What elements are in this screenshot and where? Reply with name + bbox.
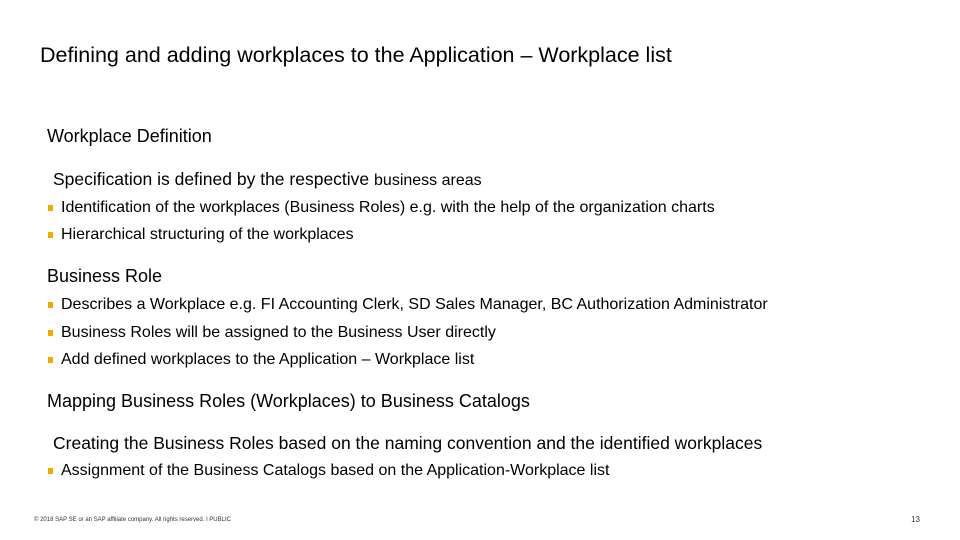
section-subline-specification (53, 168, 482, 192)
section-heading-mapping: Mapping Business Roles (Workplaces) to Business Catalogs (47, 391, 530, 411)
bullet-text: Hierarchical structuring of the workplaces (61, 226, 354, 243)
bullet-item (47, 323, 496, 343)
subline-main-text: Specification is defined by the respective (53, 169, 375, 189)
bullet-item (47, 461, 609, 481)
bullet-square-icon (48, 205, 53, 211)
bullet-text: Business Roles will be assigned to the Business User directly (61, 324, 496, 341)
bullet-item (47, 225, 354, 245)
copyright-footer: © 2018 SAP SE or an SAP affiliate company. All rights reserved. ǀ PUBLIC (34, 517, 231, 523)
bullet-square-icon (48, 302, 53, 308)
section-subline-creating: Creating the Business Roles based on the naming convention and the identified workplaces (53, 433, 763, 453)
section-heading-workplace-definition: Workplace Definition (47, 126, 212, 146)
bullet-item (47, 350, 474, 370)
page-number: 13 (911, 515, 920, 524)
bullet-square-icon (48, 232, 53, 238)
bullet-text: Describes a Workplace e.g. FI Accounting Clerk, SD Sales Manager, BC Authorization Administrator (61, 296, 768, 313)
bullet-square-icon (48, 330, 53, 336)
bullet-square-icon (48, 468, 53, 474)
slide-title: Defining and adding workplaces to the Application – Workplace list (40, 43, 672, 67)
bullet-text: Add defined workplaces to the Application – Workplace list (61, 351, 475, 368)
bullet-item (47, 295, 768, 315)
bullet-square-icon (48, 357, 53, 363)
bullet-item (47, 198, 715, 218)
bullet-text: Identification of the workplaces (Business Roles) e.g. with the help of the organization charts (61, 199, 715, 216)
section-heading-business-role: Business Role (47, 266, 163, 286)
subline-small-text: business areas (374, 172, 482, 189)
bullet-text: Assignment of the Business Catalogs based on the Application-Workplace list (61, 462, 610, 479)
